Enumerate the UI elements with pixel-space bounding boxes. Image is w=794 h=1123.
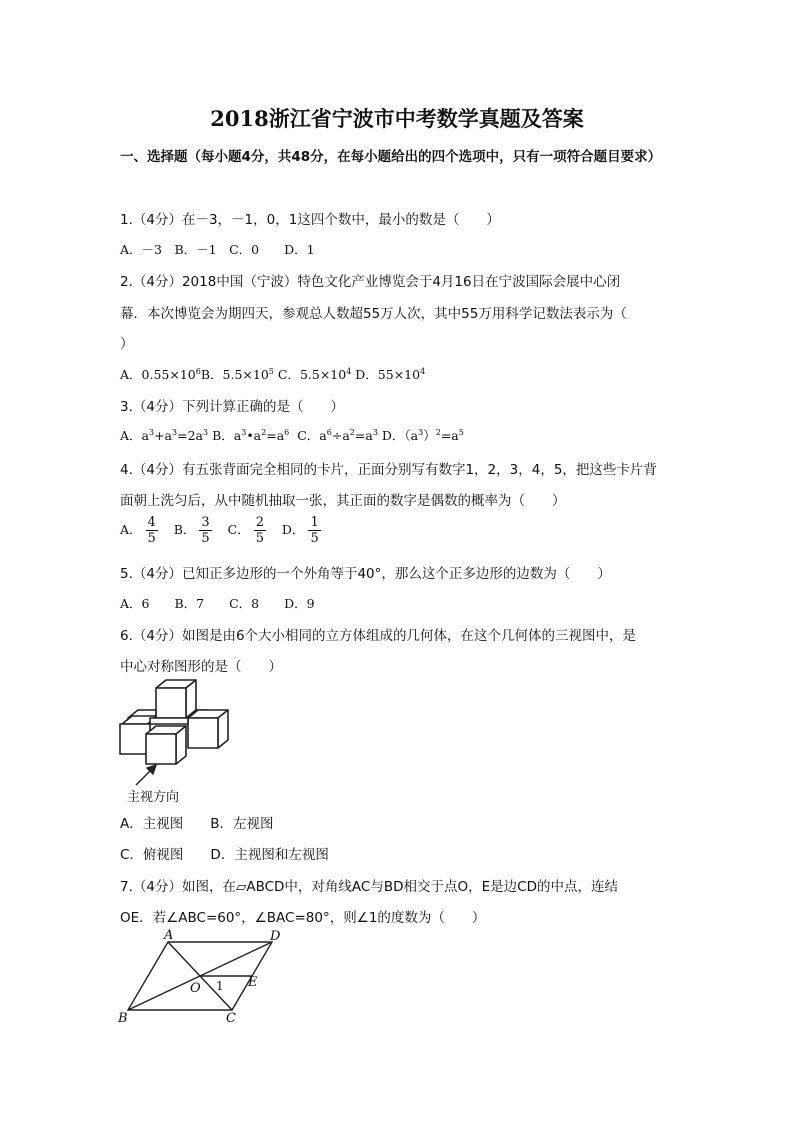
vertex-label-a: A — [164, 928, 174, 943]
view-direction-arrow-icon — [136, 765, 156, 785]
question-2-options — [120, 365, 425, 383]
option-c: C．$5.5\times 10^4$ — [277, 366, 352, 382]
question-4-line-2: 面朝上洗匀后，从中随机抽取一张，其正面的数字是偶数的概率为（ ） — [120, 493, 566, 509]
point-label-e: E — [248, 975, 258, 990]
option-d: D． $\frac{1}{5}$ — [281, 515, 319, 546]
option-d: D．$(a^3)^2=a^5$ — [381, 427, 464, 443]
vertex-label-c: C — [226, 1011, 236, 1026]
question-4-options — [120, 515, 325, 546]
question-5-options: A．6 B．7 C．8 D．9 — [120, 596, 315, 611]
option-a: A．$a^3+a^3=2a^3$ — [120, 427, 209, 443]
question-7-line-2: OE．若∠ABC=60°，∠BAC=80°，则∠1的度数为（ ） — [120, 910, 486, 926]
figure-label: 主视方向 — [127, 790, 180, 805]
option-d: D．$55\times 10^4$ — [355, 366, 426, 382]
question-2-line-3: ） — [120, 336, 134, 352]
question-5-stem: 5.（4分）已知正多边形的一个外角等于40°，那么这个正多边形的边数为（ ） — [120, 566, 611, 582]
question-6-line-2: 中心对称图形的是（ ） — [120, 659, 282, 675]
question-7-line-1: 7.（4分）如图，在▱ABCD中，对角线AC与BD相交于点O，E是边CD的中点，连结 — [120, 879, 618, 895]
question-2-line-2: 幕．本次博览会为期四天，参观总人数超55万人次，其中55万用科学记数法表示为（ — [120, 306, 627, 322]
option-c: C． $\frac{2}{5}$ — [227, 515, 264, 546]
question-3-stem: 3.（4分）下列计算正确的是（ ） — [120, 399, 344, 415]
option-c: C．$a^6\div a^2=a^3$ — [297, 427, 378, 443]
vertex-label-d: D — [270, 929, 281, 944]
page-title: 2018浙江省宁波市中考数学真题及答案 — [210, 106, 584, 131]
section-heading: 一、选择题（每小题4分，共48分，在每小题给出的四个选项中，只有一项符合题目要求） — [120, 149, 662, 165]
parallelogram-figure — [112, 928, 292, 1028]
point-label-o: O — [190, 981, 201, 996]
cube-solid-figure — [116, 678, 236, 803]
angle-label-1: 1 — [216, 979, 224, 993]
question-6-line-1: 6.（4分）如图是由6个大小相同的立方体组成的几何体，在这个几何体的三视图中，是 — [120, 628, 637, 644]
option-a: A． $\frac{4}{5}$ — [120, 515, 156, 546]
question-1-options: A．－3 B．－1 C．0 D．1 — [120, 242, 315, 257]
question-3-options — [120, 426, 464, 444]
option-b: B．$5.5\times 10^5$ — [200, 366, 274, 382]
question-4-line-1: 4.（4分）有五张背面完全相同的卡片，正面分别写有数字1，2，3，4，5，把这些卡片背 — [120, 462, 657, 478]
option-b: B．$a^3•a^2=a^6$ — [212, 427, 290, 443]
option-b: B． $\frac{3}{5}$ — [173, 515, 210, 546]
vertex-label-b: B — [118, 1011, 128, 1026]
option-a: A．$0.55\times 10^6$ — [120, 366, 201, 382]
question-1-stem: 1.（4分）在－3，－1，0，1这四个数中，最小的数是（ ） — [120, 212, 500, 228]
question-6-options-row-1: A．主视图 B．左视图 — [120, 816, 274, 832]
question-6-options-row-2: C．俯视图 D．主视图和左视图 — [120, 847, 329, 863]
question-2-line-1: 2.（4分）2018中国（宁波）特色文化产业博览会于4月16日在宁波国际会展中心闭 — [120, 274, 621, 290]
